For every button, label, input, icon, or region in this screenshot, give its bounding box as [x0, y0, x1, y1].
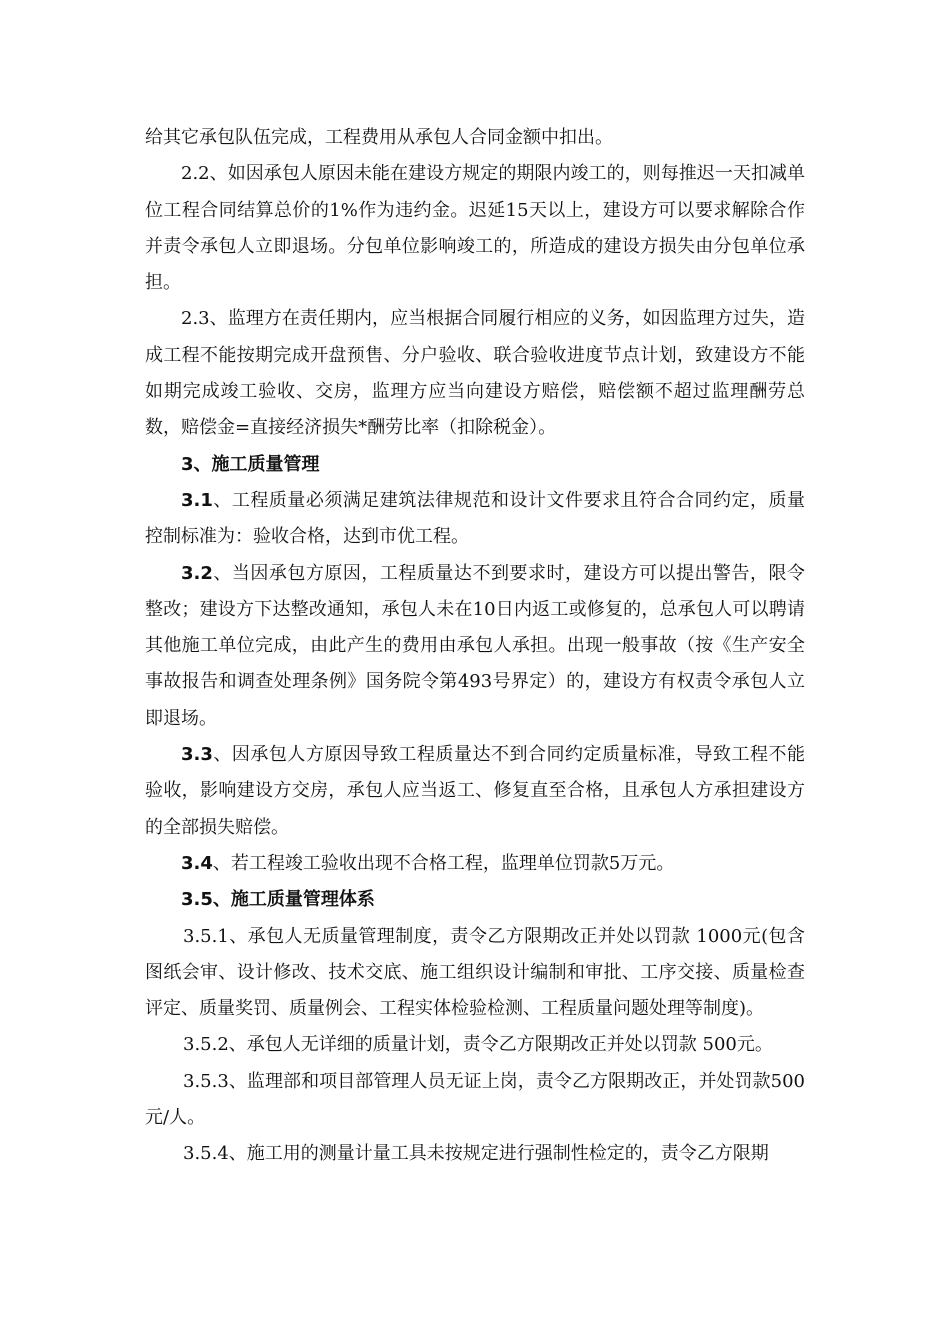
section-heading-3: 3、施工质量管理	[181, 453, 320, 475]
paragraph-continuation: 给其它承包队伍完成，工程费用从承包人合同金额中扣出。	[145, 127, 613, 148]
clause-number: 3.2	[181, 562, 213, 584]
clause-number: 3.1	[181, 489, 213, 511]
clause-number: 3.4	[181, 852, 213, 874]
paragraph-3-5-3: 3.5.3、监理部和项目部管理人员无证上岗，责令乙方限期改正，并处罚款500元/人。	[145, 1070, 805, 1129]
clause-number: 3.3	[181, 744, 213, 766]
paragraph-3-2	[145, 556, 805, 737]
paragraph-3-4	[145, 846, 805, 882]
paragraph-3-1	[145, 483, 805, 556]
clause-text: 、若工程竣工验收出现不合格工程，监理单位罚款5万元。	[212, 852, 675, 874]
section-heading-3-5: 3.5、施工质量管理体系	[181, 889, 375, 911]
paragraph-2-3: 2.3、监理方在责任期内，应当根据合同履行相应的义务，如因监理方过失，造成工程不能按期完成开盘预售、分户验收、联合验收进度节点计划，致建设方不能如期完成竣工验收、交房，监理方应当向建设方赔偿，赔偿额不超过监理酬劳总数，赔偿金=直接经济损失*酬劳比率（扣除税金）。	[145, 308, 805, 439]
paragraph-3-5-4: 3.5.4、施工用的测量计量工具未按规定进行强制性检定的，责令乙方限期	[183, 1143, 769, 1165]
document-body	[145, 120, 805, 1173]
paragraph-2-2: 2.2、如因承包人原因未能在建设方规定的期限内竣工的，则每推迟一天扣减单位工程合同结算总价的1%作为违约金。迟延15天以上，建设方可以要求解除合作并责令承包人立即退场。分包单位影响竣工的，所造成的建设方损失由分包单位承担。	[145, 163, 805, 294]
clause-text: 、因承包人方原因导致工程质量达不到合同约定质量标准，导致工程不能验收，影响建设方交房，承包人应当返工、修复直至合格，且承包人方承担建设方的全部损失赔偿。	[145, 744, 805, 838]
paragraph-3-3	[145, 737, 805, 846]
paragraph-3-5-1: 3.5.1、承包人无质量管理制度，责令乙方限期改正并处以罚款 1000元(包含图纸会审、设计修改、技术交底、施工组织设计编制和审批、工序交接、质量检查评定、质量奖罚、质量例会、工程实体检验检测、工程质量问题处理等制度)。	[145, 925, 805, 1020]
paragraph-3-5-2: 3.5.2、承包人无详细的质量计划，责令乙方限期改正并处以罚款 500元。	[183, 1034, 773, 1056]
clause-text: 、当因承包方原因，工程质量达不到要求时，建设方可以提出警告，限令整改；建设方下达整改通知，承包人未在10日内返工或修复的，总承包人可以聘请其他施工单位完成，由此产生的费用由承包人承担。出现一般事故（按《生产安全事故报告和调查处理条例》国务院令第493号界定）的，建设方有权责令承包人立即退场。	[145, 562, 805, 729]
clause-text: 、工程质量必须满足建筑法律规范和设计文件要求且符合合同约定，质量控制标准为：验收合格，达到市优工程。	[145, 489, 805, 548]
